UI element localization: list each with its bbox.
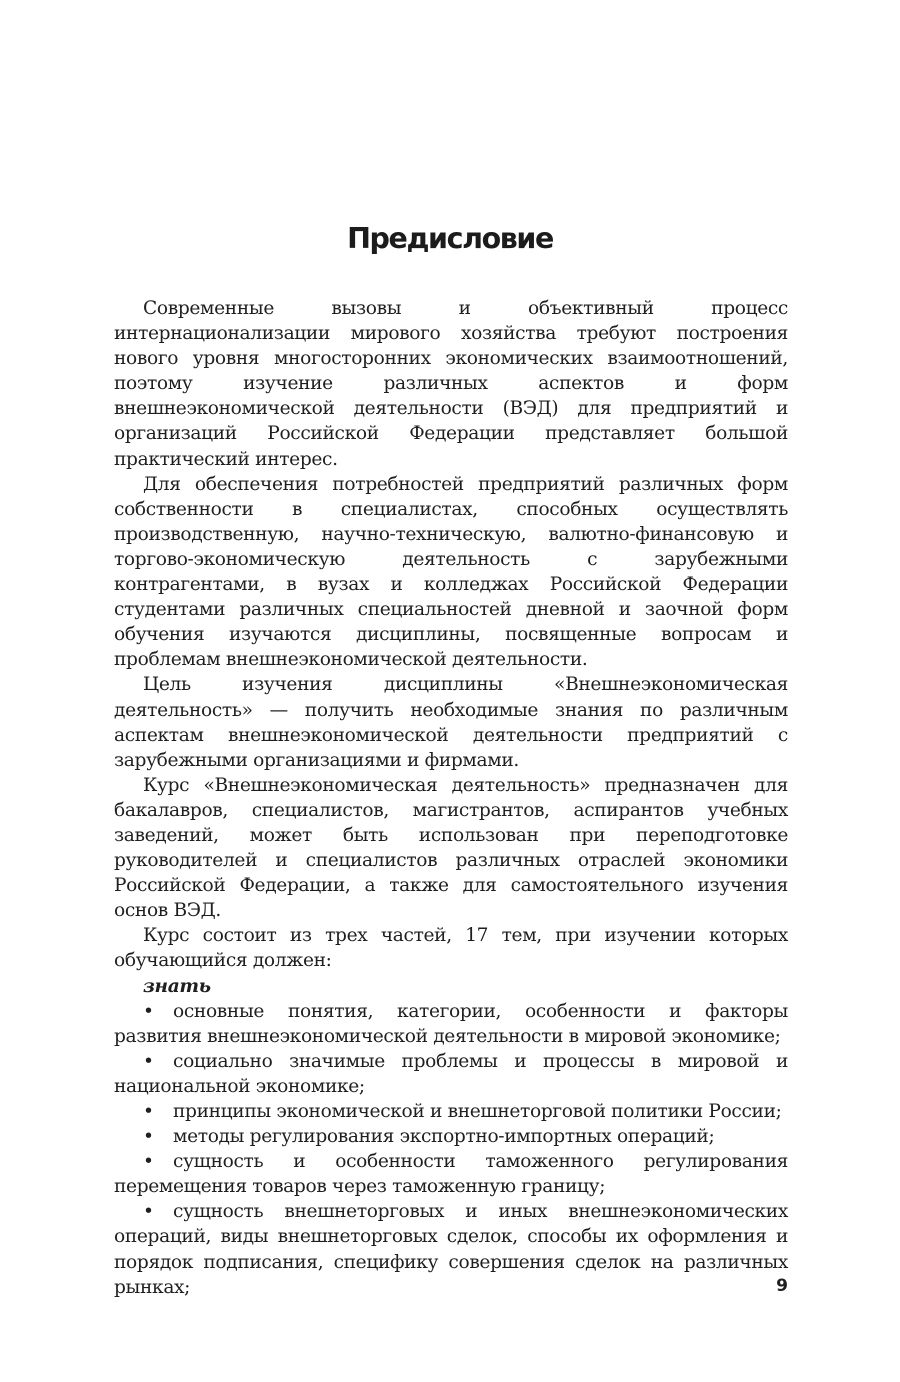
page-title: Предисловие [347,222,553,255]
paragraph: Современные вызовы и объективный процесс интернационализации мирового хозяйства требуют построения нового уровня многосторонних экономических взаимоотношений, поэтому изучение различных аспектов и форм внешнеэкономической деятельности (ВЭД) для предприятий и организаций Российской Федерации представляет большой практический интерес. [114,298,788,470]
list-item [114,1099,788,1124]
list-item-text: сущность внешнеторговых и иных внешнеэкономических операций, виды внешнеторговых сделок, способы их оформления и порядок подписания, специфику совершения сделок на различных рынках; [114,1201,788,1298]
list-item [114,999,788,1049]
list-item [114,1199,788,1299]
bullet-list [114,999,788,1300]
list-item-text: социально значимые проблемы и процессы в мировой и национальной экономике; [114,1050,788,1097]
list-item-text: методы регулирования экспортно-импортных операций; [173,1126,715,1148]
preface-body [114,296,788,1300]
list-label: знать [143,975,211,997]
paragraph: Курс «Внешнеэкономическая деятельность» предназначен для бакалавров, специалистов, магистрантов, аспирантов учебных заведений, может быть использован при переподготовке руководителей и специалистов различных отраслей экономики Российской Федерации, а также для самостоятельного изучения основ ВЭД. [114,774,788,922]
list-item-text: принципы экономической и внешнеторговой политики России; [173,1101,782,1122]
paragraph: Для обеспечения потребностей предприятий различных форм собственности в специалистах, способных осуществлять производственную, научно-техническую, валютно-финансовую и торгово-экономическую деятельность с зарубежными контрагентами, в вузах и колледжах Российской Федерации студентами различных специальностей дневной и заочной форм обучения изучаются дисциплины, посвященные вопросам и проблемам внешнеэкономической деятельности. [114,473,788,671]
list-item-text: сущность и особенности таможенного регулирования перемещения товаров через таможенную границу; [114,1151,788,1198]
paragraph: Курс состоит из трех частей, 17 тем, при изучении которых обучающийся должен: [114,925,788,972]
bullet-icon: • [143,1201,154,1223]
bullet-icon: • [143,1126,154,1148]
list-item [114,1049,788,1099]
list-item [114,1124,788,1149]
list-item [114,1149,788,1199]
page-number: 9 [776,1276,788,1296]
paragraph: Цель изучения дисциплины «Внешнеэкономическая деятельность» — получить необходимые знания по различным аспектам внешнеэкономической деятельности предприятий с зарубежными организациями и фирмами. [114,674,788,771]
list-item-text: основные понятия, категории, особенности и факторы развития внешнеэкономической деятельности в мировой экономике; [114,1000,788,1047]
bullet-icon: • [143,1000,154,1022]
bullet-icon: • [143,1050,154,1072]
bullet-icon: • [143,1101,154,1122]
bullet-icon: • [143,1151,154,1173]
